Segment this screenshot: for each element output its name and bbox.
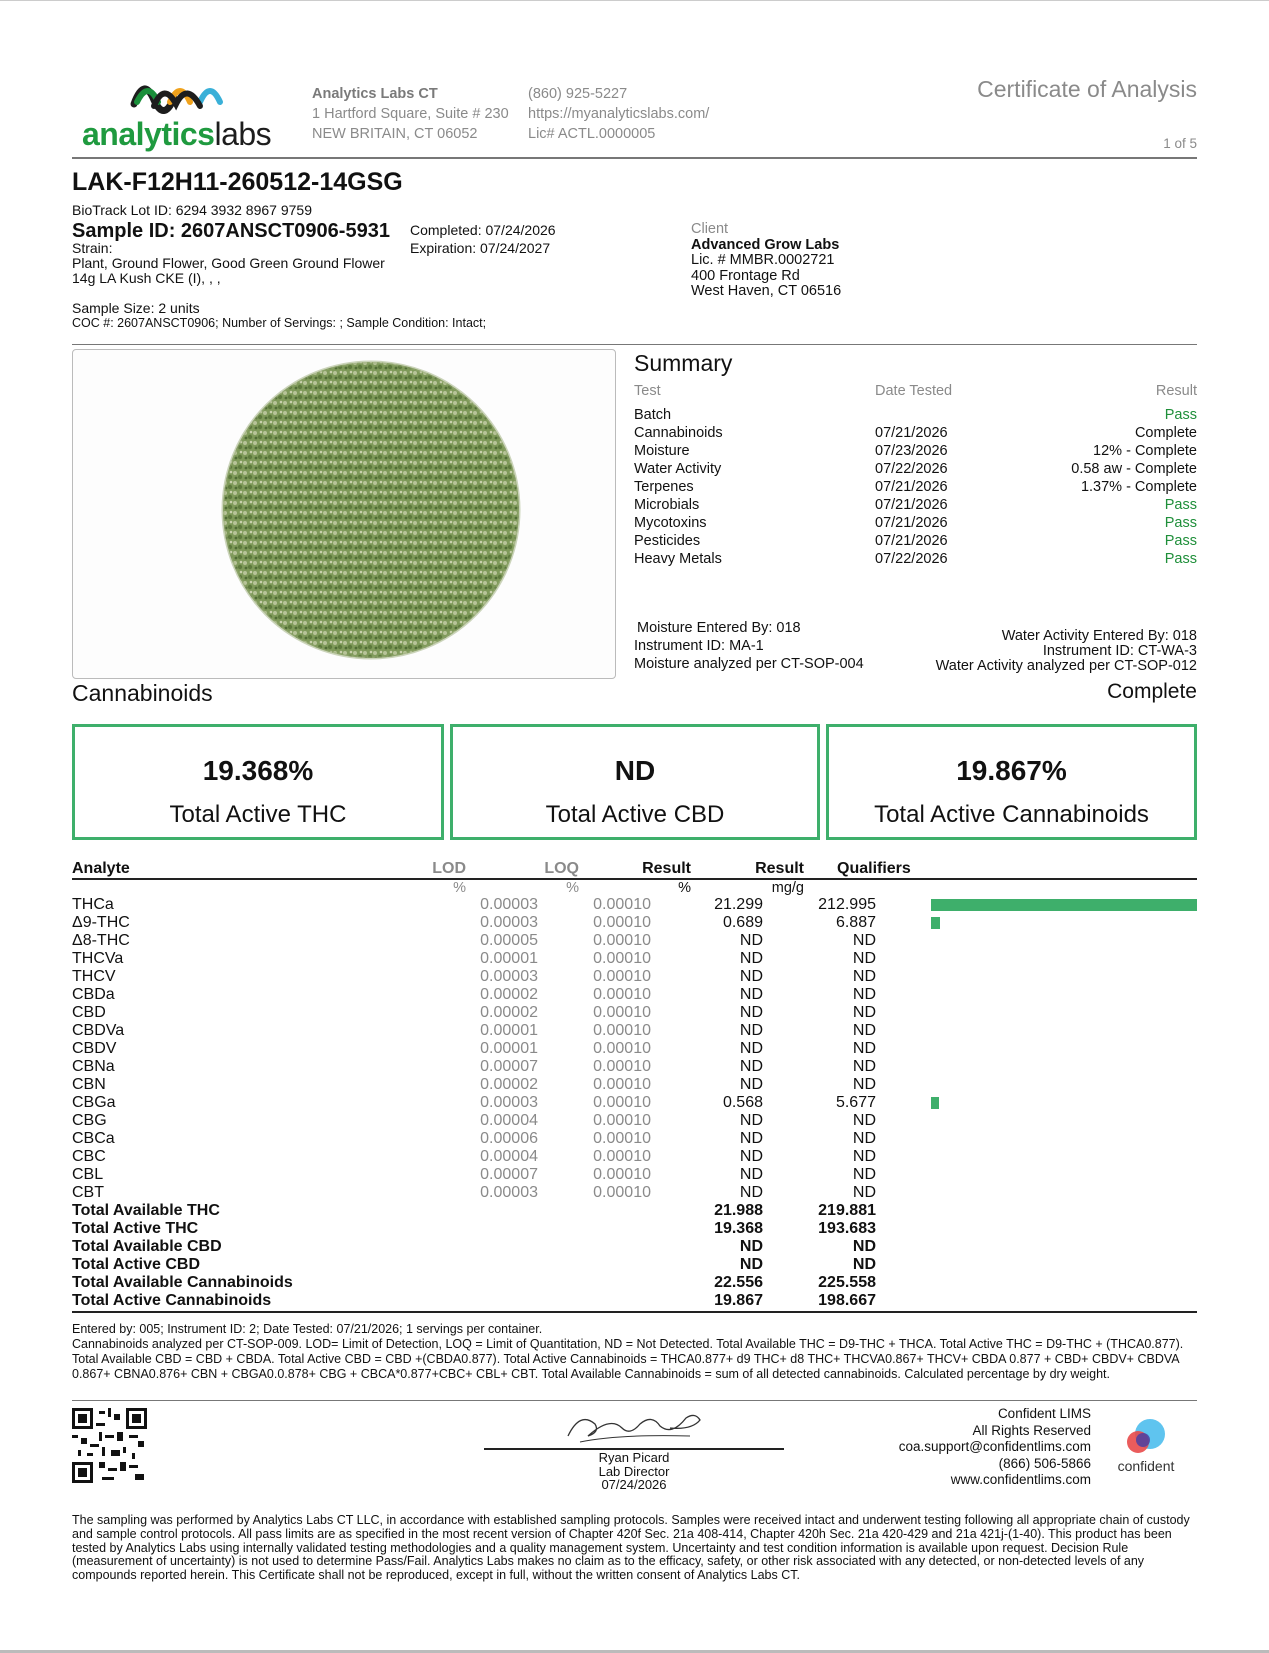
analyte-result-mg: 212.995 (818, 896, 876, 913)
qr-code-icon[interactable] (72, 1408, 147, 1483)
sample-code: LAK-F12H11-260512-14GSG (72, 168, 403, 196)
sample-divider (72, 344, 1197, 345)
analyte-lod: 0.00004 (480, 1148, 538, 1165)
analyte-row (72, 1058, 1197, 1076)
logo-text-analytics: analytics (82, 116, 215, 152)
analyte-result-pct: 21.299 (714, 896, 763, 913)
analyte-result-mg: ND (852, 1076, 876, 1093)
analyte-lod: 0.00001 (480, 950, 538, 967)
water-activity-sop: Water Activity analyzed per CT-SOP-012 (935, 658, 1197, 674)
unit-mg: mg/g (771, 880, 804, 896)
analyte-lod: 0.00003 (480, 914, 538, 931)
analyte-loq: 0.00010 (593, 914, 651, 931)
summary-col-result: Result (1155, 383, 1197, 399)
lab-phone: (860) 925-5227 (528, 86, 628, 102)
summary-row (634, 497, 1197, 515)
strain-label: Strain: (72, 240, 113, 256)
summary-test: Microbials (634, 497, 700, 513)
analyte-result-pct: ND (739, 1022, 763, 1039)
total-name: Total Active THC (72, 1220, 199, 1237)
analyte-result-pct: ND (739, 1148, 763, 1165)
client-name: Advanced Grow Labs (691, 236, 840, 253)
col-result-pct: Result (642, 860, 691, 877)
analyte-loq: 0.00010 (593, 1130, 651, 1147)
product-photo (72, 349, 616, 679)
total-row (72, 1220, 1197, 1238)
analyte-loq: 0.00010 (593, 1112, 651, 1129)
analyte-row (72, 986, 1197, 1004)
analyte-result-pct: ND (739, 1040, 763, 1057)
analyte-lod: 0.00003 (480, 1094, 538, 1111)
sample-size: Sample Size: 2 units (72, 300, 200, 316)
analyte-row (72, 1148, 1197, 1166)
moisture-entered-by: Moisture Entered By: 018 (637, 620, 801, 636)
cannabinoids-status: Complete (1107, 680, 1197, 703)
moisture-instrument: Instrument ID: MA-1 (634, 638, 764, 654)
analyte-bar (931, 917, 940, 929)
analyte-row (72, 1112, 1197, 1130)
total-active-thc-box (72, 724, 444, 840)
water-activity-instrument: Instrument ID: CT-WA-3 (1042, 643, 1197, 659)
director-signature (560, 1406, 710, 1448)
analyte-result-mg: ND (852, 1130, 876, 1147)
lab-address-line-1: 1 Hartford Square, Suite # 230 (312, 106, 509, 122)
lims-email[interactable]: coa.support@confidentlims.com (898, 1439, 1091, 1454)
unit-loq: % (566, 880, 579, 896)
analyte-loq: 0.00010 (593, 932, 651, 949)
analyte-lod: 0.00001 (480, 1040, 538, 1057)
client-address-1: 400 Frontage Rd (691, 267, 800, 284)
analyte-lod: 0.00007 (480, 1058, 538, 1075)
analyte-bar (931, 1097, 939, 1109)
analyte-loq: 0.00010 (593, 986, 651, 1003)
total-result-mg: 219.881 (818, 1202, 876, 1219)
summary-result: Complete (1134, 425, 1197, 441)
moisture-sop: Moisture analyzed per CT-SOP-004 (634, 656, 864, 672)
analyte-name: CBDVa (72, 1022, 125, 1039)
total-active-cbd-box (450, 724, 820, 840)
client-address-2: West Haven, CT 06516 (691, 283, 842, 299)
total-name: Total Available CBD (72, 1238, 222, 1255)
analyte-result-mg: ND (852, 950, 876, 967)
total-active-thc-label: Total Active THC (169, 801, 347, 828)
analyte-lod: 0.00001 (480, 1022, 538, 1039)
analyte-result-pct: ND (739, 1058, 763, 1075)
analyte-row (72, 1130, 1197, 1148)
summary-date: 07/21/2026 (875, 497, 948, 513)
summary-test: Pesticides (634, 533, 701, 549)
analyte-loq: 0.00010 (593, 1058, 651, 1075)
summary-test: Cannabinoids (634, 425, 723, 441)
analyte-loq: 0.00010 (593, 1076, 651, 1093)
total-active-cannabinoids-box (826, 724, 1197, 840)
analyte-loq: 0.00010 (593, 1022, 651, 1039)
analyte-name: Δ9-THC (72, 914, 130, 931)
analyte-name: CBGa (72, 1094, 116, 1111)
cannabinoids-title: Cannabinoids (72, 680, 213, 706)
lab-address-block (312, 84, 509, 144)
analyte-name: CBT (72, 1184, 104, 1201)
analyte-lod: 0.00002 (480, 986, 538, 1003)
biotrack-lot-id: BioTrack Lot ID: 6294 3932 8967 9759 (72, 202, 312, 218)
logo-text-labs: labs (214, 116, 272, 152)
analyte-loq: 0.00010 (593, 950, 651, 967)
total-result-mg: 198.667 (818, 1292, 876, 1309)
analyte-lod: 0.00006 (480, 1130, 538, 1147)
analyte-result-pct: ND (739, 1130, 763, 1147)
analyte-result-mg: ND (852, 1004, 876, 1021)
total-row (72, 1256, 1197, 1274)
analyte-row (72, 1094, 1197, 1112)
lims-name: Confident LIMS (997, 1406, 1091, 1421)
total-name: Total Available Cannabinoids (72, 1274, 293, 1291)
col-qualifiers: Qualifiers (837, 860, 911, 877)
summary-test: Mycotoxins (634, 515, 707, 531)
total-row (72, 1202, 1197, 1220)
signer-title: Lab Director (598, 1463, 670, 1479)
analyte-result-mg: ND (852, 1184, 876, 1201)
lims-phone: (866) 506-5866 (998, 1455, 1091, 1471)
signer-block (484, 1451, 784, 1492)
analyte-loq: 0.00010 (593, 1184, 651, 1201)
analyte-result-pct: 0.568 (722, 1094, 763, 1111)
analyte-name: CBNa (72, 1058, 115, 1075)
total-row (72, 1274, 1197, 1292)
coc-info: COC #: 2607ANSCT0906; Number of Servings: ; Sample Condition: Intact; (72, 316, 487, 330)
analyte-row (72, 1076, 1197, 1094)
entry-note: Entered by: 005; Instrument ID: 2; Date Tested: 07/21/2026; 1 servings per container. (72, 1322, 543, 1336)
lims-block (899, 1406, 1091, 1489)
sample-id: Sample ID: 2607ANSCT0906-5931 (72, 220, 390, 242)
analyte-name: CBC (72, 1148, 106, 1165)
confident-logo-icon (1112, 1418, 1180, 1456)
analyte-table (72, 896, 1197, 1310)
analyte-loq: 0.00010 (593, 896, 651, 913)
total-result-mg: ND (852, 1256, 876, 1273)
summary-row (634, 515, 1197, 533)
water-activity-entered-by: Water Activity Entered By: 018 (1001, 628, 1197, 644)
total-active-cbd-value: ND (614, 755, 656, 786)
analyte-name: CBDV (72, 1040, 117, 1057)
analyte-row (72, 1040, 1197, 1058)
total-result-pct: ND (739, 1238, 763, 1255)
total-row (72, 1292, 1197, 1310)
summary-date: 07/21/2026 (875, 533, 948, 549)
analyte-result-mg: ND (852, 986, 876, 1003)
analyte-loq: 0.00010 (593, 1040, 651, 1057)
total-row (72, 1238, 1197, 1256)
table-header-divider (72, 878, 1197, 880)
analyte-result-mg: ND (852, 1112, 876, 1129)
analyte-lod: 0.00003 (480, 1184, 538, 1201)
analyte-result-pct: ND (739, 1004, 763, 1021)
header-divider (72, 157, 1197, 159)
summary-test: Moisture (634, 443, 690, 459)
analyte-row (72, 1022, 1197, 1040)
analyte-name: Δ8-THC (72, 932, 130, 949)
analyte-row (72, 914, 1197, 932)
analyte-result-mg: ND (852, 1040, 876, 1057)
analyte-name: CBDa (72, 986, 115, 1003)
lab-contact-block (528, 84, 709, 144)
lims-website[interactable]: www.confidentlims.com (950, 1472, 1091, 1487)
analytics-labs-logo (82, 72, 287, 160)
summary-date: 07/22/2026 (875, 551, 948, 567)
summary-header-row (634, 383, 1197, 401)
method-note: Cannabinoids analyzed per CT-SOP-009. LOD= Limit of Detection, LOQ = Limit of Quantitation, ND = Not Detected. Total Available THC = D9-THC + THCA. Total Active THC = D9-THC + (THCA0.877). Total Available CBD = CBD + CBDA. Total Active CBD = CBD +(CBDA0.877). Total Active Cannabinoids = THCA0.877+ d9 THC+ d8 THC+ THCVA0.867+ THCV+ CBDA 0.877 + CBD+ CBDV+ CBDVA 0.867+ CBNA0.876+ CBN + CBGA0.0.878+ CBG + CBCA*0.877+CBC+ CBL+ CBT. Total Available Cannabinoids = sum of all detected cannabinoids. Calculated percentage by dry weight. (72, 1337, 1184, 1381)
document-title: Certificate of Analysis (977, 76, 1197, 102)
total-result-pct: 22.556 (714, 1274, 763, 1291)
summary-result: 12% - Complete (1093, 443, 1197, 459)
summary-result: 0.58 aw - Complete (1071, 461, 1197, 477)
summary-test: Terpenes (634, 479, 694, 495)
page-top-border (0, 0, 1269, 1)
total-name: Total Available THC (72, 1202, 220, 1219)
analyte-result-pct: ND (739, 1184, 763, 1201)
client-label: Client (691, 221, 729, 237)
confident-logo-text: confident (1117, 1458, 1175, 1474)
analyte-result-pct: ND (739, 1112, 763, 1129)
cannabinoid-notes (72, 1322, 1197, 1382)
analyte-loq: 0.00010 (593, 1148, 651, 1165)
analyte-bar (931, 899, 1197, 911)
analyte-result-mg: ND (852, 1166, 876, 1183)
total-result-pct: 19.867 (714, 1292, 763, 1309)
analyte-result-pct: ND (739, 950, 763, 967)
summary-date: 07/22/2026 (875, 461, 948, 477)
col-result-mg: Result (755, 860, 804, 877)
summary-row (634, 479, 1197, 497)
total-result-mg: ND (852, 1238, 876, 1255)
summary-date: 07/21/2026 (875, 515, 948, 531)
total-active-cannabinoids-label: Total Active Cannabinoids (874, 801, 1149, 828)
summary-result: Pass (1164, 515, 1197, 531)
total-result-mg: 193.683 (818, 1220, 876, 1237)
summary-row (634, 407, 1197, 425)
analyte-result-pct: ND (739, 1076, 763, 1093)
sign-date: 07/24/2026 (601, 1477, 667, 1492)
col-loq: LOQ (544, 860, 579, 877)
analyte-row (72, 1004, 1197, 1022)
analyte-lod: 0.00005 (480, 932, 538, 949)
analyte-result-mg: ND (852, 968, 876, 985)
analyte-result-mg: 6.887 (835, 914, 876, 931)
lab-address-line-2: NEW BRITAIN, CT 06052 (312, 126, 478, 142)
ground-flower-image (73, 350, 615, 678)
summary-result: Pass (1164, 497, 1197, 513)
analyte-name: THCV (72, 968, 116, 985)
total-result-pct: 19.368 (714, 1220, 763, 1237)
total-active-cbd-label: Total Active CBD (545, 801, 725, 828)
completed-date: Completed: 07/24/2026 (410, 222, 556, 238)
summary-result: Pass (1164, 533, 1197, 549)
unit-pct: % (678, 880, 691, 896)
lims-rights: All Rights Reserved (972, 1422, 1091, 1438)
analyte-name: CBL (72, 1166, 104, 1183)
client-block (691, 222, 841, 300)
product-type: Plant, Ground Flower, Good Green Ground Flower (72, 255, 385, 271)
analyte-row (72, 1184, 1197, 1202)
analyte-loq: 0.00010 (593, 1166, 651, 1183)
product-name: 14g LA Kush CKE (I), , , (72, 270, 221, 286)
analyte-result-pct: 0.689 (722, 914, 763, 931)
col-analyte: Analyte (72, 860, 130, 877)
total-active-cannabinoids-value: 19.867% (956, 755, 1067, 786)
analyte-name: THCa (72, 896, 114, 913)
analyte-name: THCVa (72, 950, 124, 967)
summary-test: Water Activity (634, 461, 722, 477)
analyte-loq: 0.00010 (593, 1094, 651, 1111)
analyte-result-mg: ND (852, 1022, 876, 1039)
expiration-date: Expiration: 07/24/2027 (410, 240, 551, 256)
total-result-pct: 21.988 (714, 1202, 763, 1219)
total-name: Total Active CBD (72, 1256, 201, 1273)
summary-row (634, 443, 1197, 461)
analyte-loq: 0.00010 (593, 968, 651, 985)
analyte-loq: 0.00010 (593, 1004, 651, 1021)
summary-row (634, 551, 1197, 569)
lab-name: Analytics Labs CT (312, 86, 438, 102)
analyte-lod: 0.00004 (480, 1112, 538, 1129)
analyte-lod: 0.00003 (480, 968, 538, 985)
signer-name: Ryan Picard (598, 1450, 670, 1465)
total-name: Total Active Cannabinoids (72, 1292, 272, 1309)
total-active-thc-value: 19.368% (202, 755, 314, 786)
summary-row (634, 461, 1197, 479)
col-lod: LOD (432, 860, 466, 877)
analyte-row (72, 932, 1197, 950)
notes-divider (72, 1400, 1197, 1401)
analyte-result-mg: ND (852, 932, 876, 949)
summary-date: 07/23/2026 (875, 443, 948, 459)
summary-result: 1.37% - Complete (1080, 479, 1197, 495)
analyte-result-mg: ND (852, 1148, 876, 1165)
analyte-name: CBD (72, 1004, 106, 1021)
summary-col-test: Test (634, 383, 661, 399)
lab-website[interactable]: https://myanalyticslabs.com/ (528, 106, 710, 122)
confident-logo (1112, 1418, 1180, 1474)
summary-table (634, 383, 1197, 569)
summary-date: 07/21/2026 (875, 479, 948, 495)
analyte-result-mg: ND (852, 1058, 876, 1075)
analyte-lod: 0.00003 (480, 896, 538, 913)
analyte-lod: 0.00007 (480, 1166, 538, 1183)
summary-test: Batch (634, 407, 672, 423)
page-number: 1 of 5 (1163, 136, 1197, 151)
summary-date: 07/21/2026 (875, 425, 948, 441)
total-result-pct: ND (739, 1256, 763, 1273)
disclaimer: The sampling was performed by Analytics Labs CT LLC, in accordance with established sampling protocols. Samples were received intact and underwent testing following all appropriate chain of custody and sample control protocols. All pass limits are as specified in the most recent version of Chapter 420f Sec. 21a 408-414, Chapter 420h Sec. 21a 420-429 and 21a 421j-(1-40). This product has been tested by Analytics Labs using internally validated testing methodologies and a quality management system. Uncertainty and test condition information is available upon request. Decision Rule (measurement of uncertainty) is not used to determine Pass/Fail. Analytics Labs makes no claim as to the efficacy, safety, or other risk associated with any detected, or non-detected levels of any compounds reported herein. This Certificate shall not be reproduced, except in full, without the written consent of Analytics Labs CT. (72, 1513, 1190, 1583)
analyte-name: CBN (72, 1076, 106, 1093)
analyte-lod: 0.00002 (480, 1076, 538, 1093)
lab-license: Lic# ACTL.0000005 (528, 126, 656, 142)
summary-col-date: Date Tested (875, 383, 953, 399)
summary-title: Summary (634, 350, 733, 376)
analyte-result-pct: ND (739, 932, 763, 949)
table-bottom-divider (72, 1311, 1197, 1313)
analyte-name: CBG (72, 1112, 107, 1129)
summary-row (634, 425, 1197, 443)
analyte-result-pct: ND (739, 986, 763, 1003)
analyte-row (72, 950, 1197, 968)
analyte-lod: 0.00002 (480, 1004, 538, 1021)
analyte-result-pct: ND (739, 1166, 763, 1183)
analyte-row (72, 896, 1197, 914)
summary-row (634, 533, 1197, 551)
analyte-row (72, 968, 1197, 986)
client-license: Lic. # MMBR.0002721 (691, 252, 835, 268)
analyte-result-pct: ND (739, 968, 763, 985)
summary-result: Pass (1164, 551, 1197, 567)
summary-test: Heavy Metals (634, 551, 722, 567)
analyte-name: CBCa (72, 1130, 115, 1147)
summary-result: Pass (1164, 407, 1197, 423)
analyte-row (72, 1166, 1197, 1184)
analyte-result-mg: 5.677 (835, 1094, 876, 1111)
unit-lod: % (453, 880, 466, 896)
total-result-mg: 225.558 (818, 1274, 876, 1291)
